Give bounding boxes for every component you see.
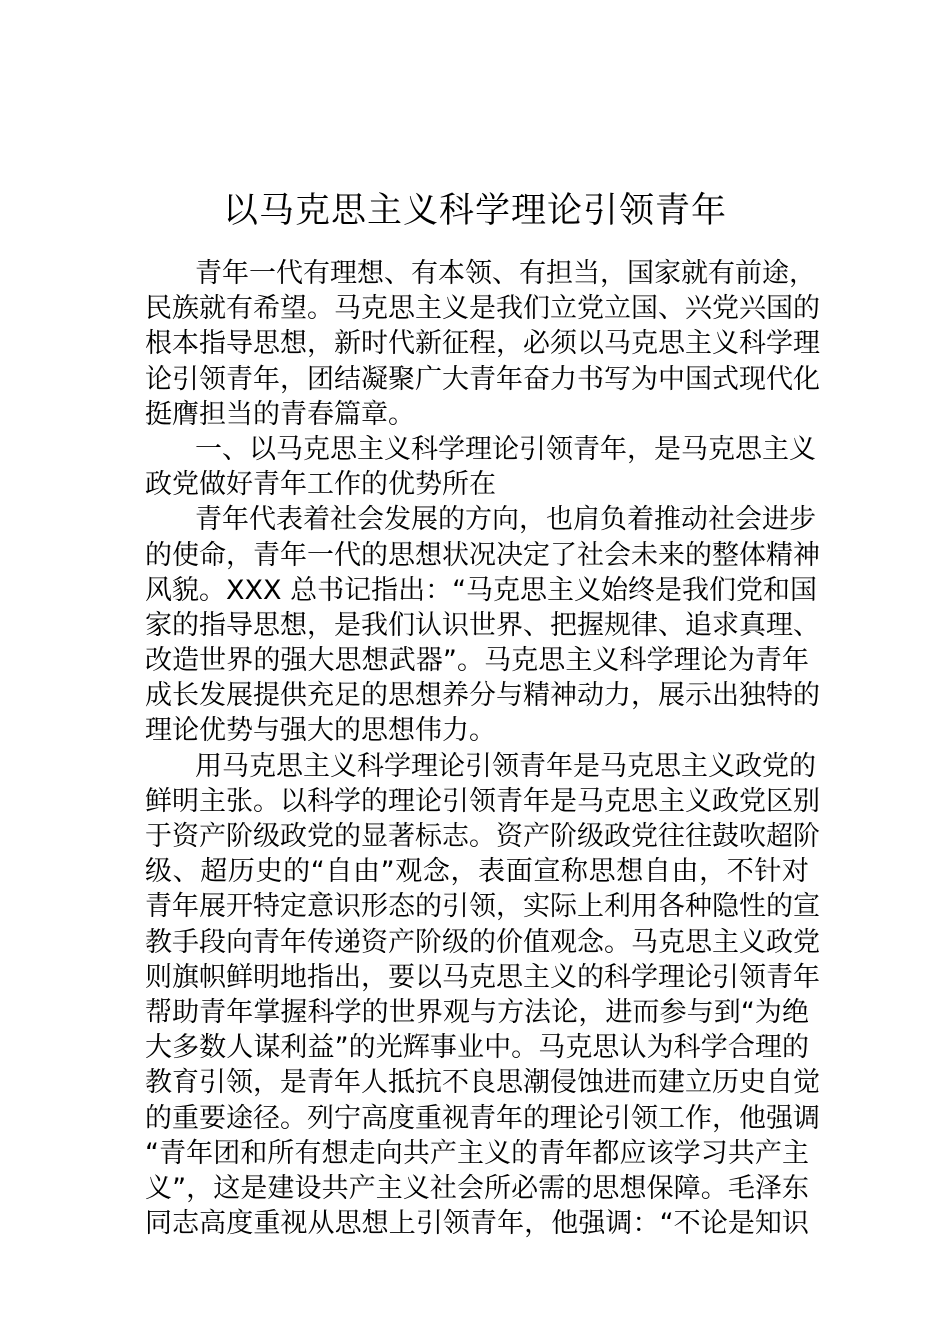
text-line: 改造世界的强大思想武器”。马克思主义科学理论为青年 [145,645,809,677]
text-line: 大多数人谋利益”的光辉事业中。马克思认为科学合理的 [145,1032,809,1064]
text-line: 用马克思主义科学理论引领青年是马克思主义政党的 [195,750,816,782]
text-line: 则旗帜鲜明地指出，要以马克思主义的科学理论引领青年 [145,961,820,993]
text-line: 根本指导思想，新时代新征程，必须以马克思主义科学理 [145,328,820,360]
section-heading-line: 政党做好青年工作的优势所在 [145,469,496,501]
text-line: 鲜明主张。以科学的理论引领青年是马克思主义政党区别 [145,785,820,817]
text-line: 论引领青年，团结凝聚广大青年奋力书写为中国式现代化 [145,363,820,395]
text-line: 教育引领，是青年人抵抗不良思潮侵蚀进而建立历史自觉 [145,1067,820,1099]
text-line: 于资产阶级政党的显著标志。资产阶级政党往往鼓吹超阶 [145,821,820,852]
text-line: 的重要途径。列宁高度重视青年的理论引领工作，他强调 [145,1102,820,1134]
section-heading-line: 一、以马克思主义科学理论引领青年，是马克思主义 [195,433,816,465]
text-line: 青年展开特定意识形态的引领，实际上利用各种隐性的宣 [145,891,820,923]
text-line: 青年一代有理想、有本领、有担当，国家就有前途， [195,258,816,289]
text-line: 挺膺担当的青春篇章。 [145,398,415,430]
document-title: 以马克思主义科学理论引领青年 [222,191,727,232]
text-line: 的使命，青年一代的思想状况决定了社会未来的整体精神 [145,539,820,571]
text-line: 帮助青年掌握科学的世界观与方法论，进而参与到“为绝 [145,996,809,1028]
text-line: 教手段向青年传递资产阶级的价值观念。马克思主义政党 [145,926,820,958]
text-line: 风貌。XXX 总书记指出：“马克思主义始终是我们党和国 [145,574,818,606]
text-line: 义”，这是建设共产主义社会所必需的思想保障。毛泽东 [145,1172,809,1204]
text-line: 成长发展提供充足的思想养分与精神动力，展示出独特的 [145,680,820,712]
text-line: 民族就有希望。马克思主义是我们立党立国、兴党兴国的 [145,293,820,325]
text-line: 青年代表着社会发展的方向，也肩负着推动社会进步 [195,504,816,536]
text-line: 同志高度重视从思想上引领青年，他强调：“不论是知识 [145,1208,809,1240]
text-line: 级、超历史的“自由”观念，表面宣称思想自由，不针对 [145,856,809,888]
text-line: 家的指导思想，是我们认识世界、把握规律、追求真理、 [145,609,820,641]
text-line: “青年团和所有想走向共产主义的青年都应该学习共产主 [145,1137,809,1169]
text-line: 理论优势与强大的思想伟力。 [145,715,496,747]
document-body [145,256,820,1241]
